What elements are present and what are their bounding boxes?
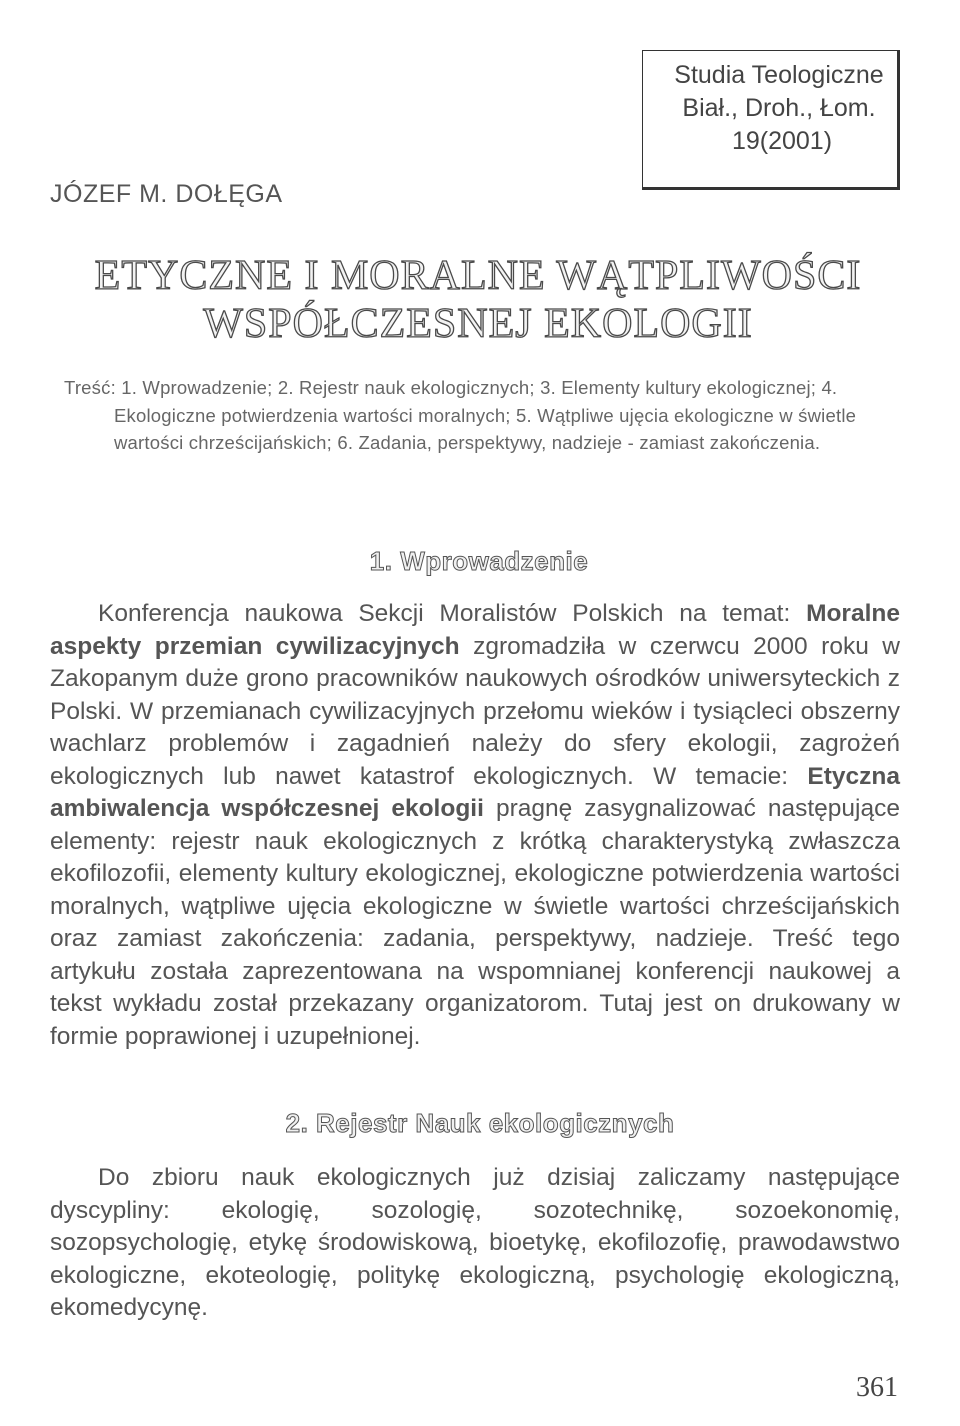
article-title-line-2: WSPÓŁCZESNEJ EKOLOGII [203, 301, 753, 347]
section-heading-introduction: 1. Wprowadzenie [369, 546, 589, 576]
page-number: 361 [856, 1372, 898, 1403]
author-name: JÓZEF M. DOŁĘGA [50, 180, 283, 208]
section-heading-register: 2. Rejestr Nauk ekologicznych [285, 1108, 675, 1138]
article-title-line-1: ETYCZNE I MORALNE WĄTPLIWOŚCI [94, 253, 862, 299]
journal-name: Studia Teologiczne [674, 61, 884, 89]
conference-topic: Moralne aspekty przemian cywilizacyjnych [50, 600, 900, 660]
journal-box [642, 50, 900, 190]
intro-text-b: zgromadziła w czerwcu 2000 roku w Zakopanym duże grono pracowników naukowych ośrodków uniwersyteckich z Polski. W przemianach cywilizacyjnych przełomu wieków i tysiącleci obszerny wachlarz problemów i zagadnień należy do sfery ekologii, zagrożeń ekologicznych lub nawet katastrof ekologicznych. W temacie: [50, 632, 900, 790]
contents-first-line: Treść: 1. Wprowadzenie; 2. Rejestr nauk ekologicznych; 3. Elementy kultury ekologicznej; 4. [64, 377, 838, 398]
table-of-contents [64, 374, 900, 457]
article-topic: Etyczna ambiwalencja współczesnej ekologii [50, 762, 900, 822]
contents-continuation: Ekologiczne potwierdzenia wartości moralnych; 5. Wątpliwe ujęcia ekologiczne w świetle wartości chrześcijańskich; 6. Zadania, perspektywy, nadzieje - zamiast zakończenia. [114, 404, 857, 453]
journal-places: Biał., Droh., Łom. [682, 94, 876, 122]
register-paragraph: Do zbioru nauk ekologicznych już dzisiaj zaliczamy następujące dyscypliny: ekologię, sozologię, sozotechnikę, sozoekonomię, sozopsychologię, etykę środowiskową, bioetykę, ekofilozofię, prawodawstwo ekologiczne, ekoteologię, politykę ekologiczną, psychologię ekologiczną, ekomedycynę. [50, 1164, 900, 1321]
introduction-paragraph [50, 598, 900, 1053]
intro-text-a: Konferencja naukowa Sekcji Moralistów Polskich na temat: [98, 600, 807, 627]
intro-text-c: pragnę zasygnalizować następujące elementy: rejestr nauk ekologicznych z krótką charakterystyką zwłaszcza ekofilozofii, elementy kultury ekologicznej, ekologiczne potwierdzenia wartości moralnych, wątpliwe ujęcia ekologiczne w świetle wartości chrześcijańskich oraz zamiast zakończenia: zadania, perspektywy, nadzieje. Treść tego artykułu została zaprezentowana na wspomnianej konferencji naukowej a tekst wykładu został przekazany organizatorom. Tutaj jest on drukowany w formie poprawionej i uzupełnionej. [50, 795, 901, 1050]
journal-volume: 19(2001) [731, 127, 833, 155]
